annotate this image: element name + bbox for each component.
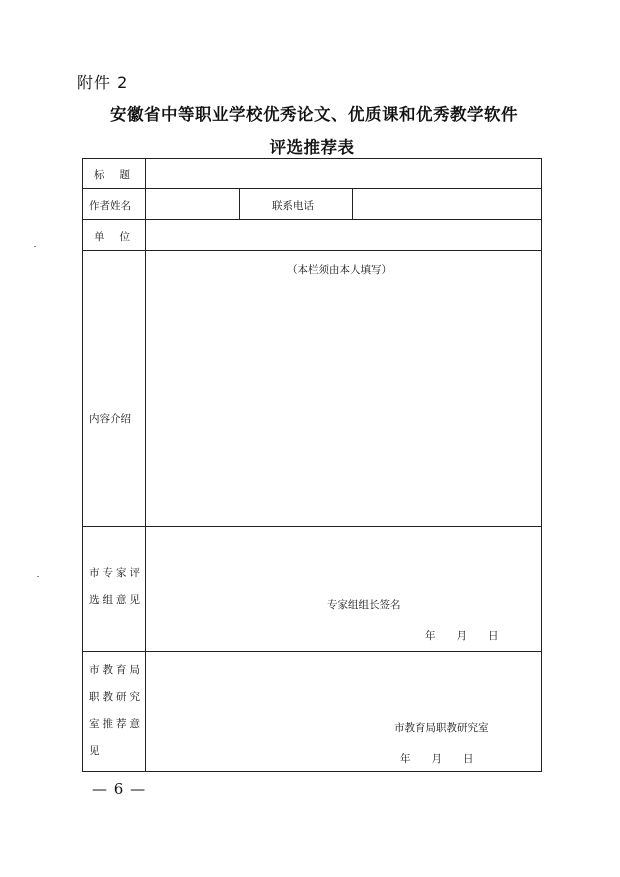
page-number: — 6 — [92, 780, 147, 798]
row-divider [82, 526, 542, 527]
scan-speck [37, 576, 39, 577]
bureau-label-line: 职教研究 [89, 691, 143, 703]
bureau-label-line: 室推荐意 [89, 718, 143, 730]
row-divider [82, 219, 542, 220]
row-divider [82, 250, 542, 251]
bureau-label-line: 市教育局 [89, 664, 143, 676]
document-subtitle: 评选推荐表 [269, 138, 355, 157]
bureau-recommendation-label [89, 657, 145, 765]
scan-speck [34, 246, 36, 247]
table-border-bottom [82, 771, 542, 772]
author-row-divider [239, 188, 240, 219]
expert-opinion-field[interactable] [148, 530, 540, 590]
author-name-field[interactable] [148, 192, 237, 216]
row-divider [82, 188, 542, 189]
title-label: 标题 [94, 169, 145, 181]
content-note: （本栏须由本人填写） [287, 264, 392, 276]
title-field[interactable] [148, 162, 540, 186]
expert-opinion-label-line: 选组意见 [89, 594, 143, 606]
bureau-recommendation-field[interactable] [148, 655, 540, 710]
expert-leader-signature-label: 专家组组长签名 [327, 599, 401, 611]
author-row-divider [352, 188, 353, 219]
phone-label: 联系电话 [272, 200, 314, 212]
content-intro-field[interactable] [148, 278, 540, 523]
bureau-signature-label: 市教育局职教研究室 [394, 722, 489, 734]
bureau-date: 年 月 日 [400, 753, 474, 765]
row-divider [82, 651, 542, 652]
author-name-label: 作者姓名 [89, 200, 131, 212]
bureau-label-line: 见 [89, 745, 103, 757]
unit-field[interactable] [148, 223, 540, 247]
phone-field[interactable] [355, 192, 539, 216]
attachment-label: 附件 2 [77, 73, 129, 92]
expert-date: 年 月 日 [425, 630, 499, 642]
expert-opinion-label-line: 市专家评 [89, 567, 143, 579]
table-border-top [82, 158, 542, 159]
recommendation-form-table [82, 158, 542, 772]
document-title: 安徽省中等职业学校优秀论文、优质课和优秀教学软件 [110, 105, 518, 124]
content-intro-label: 内容介绍 [89, 413, 131, 425]
unit-label: 单位 [94, 231, 145, 243]
expert-opinion-label [89, 560, 145, 614]
